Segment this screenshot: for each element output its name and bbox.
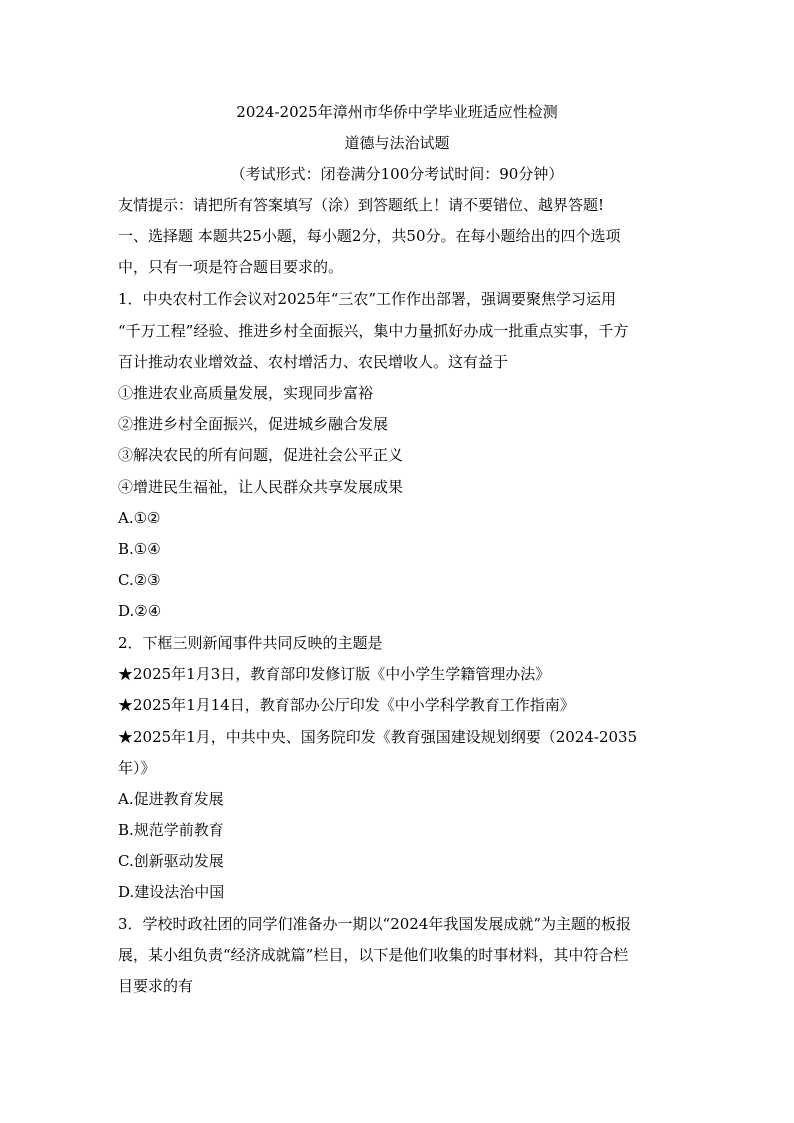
q2-news-item: ★2025年1月3日，教育部印发修订版《中小学生学籍管理办法》	[118, 665, 551, 683]
q1-statement: ①推进农业高质量发展，实现同步富裕	[118, 384, 374, 402]
q2-stem: 2．下框三则新闻事件共同反映的主题是	[118, 634, 383, 652]
q2-news-item: ★2025年1月，中共中央、国务院印发《教育强国建设规划纲要（2024-2035	[118, 728, 638, 746]
friendly-tip: 友情提示：请把所有答案填写（涂）到答题纸上！请不要错位、越界答题!	[118, 196, 605, 214]
exam-info: （考试形式：闭卷满分100分考试时间：90分钟）	[230, 165, 564, 183]
subject-title: 道德与法治试题	[344, 134, 450, 152]
section-heading-line2: 中，只有一项是符合题目要求的。	[118, 258, 344, 276]
q2-option-d: D.建设法治中国	[118, 883, 225, 901]
q1-option-a: A.①②	[118, 509, 161, 527]
q2-option-b: B.规范学前教育	[118, 821, 224, 839]
q2-option-a: A.促进教育发展	[118, 790, 224, 808]
q1-statement: ②推进乡村全面振兴，促进城乡融合发展	[118, 415, 389, 433]
q2-option-c: C.创新驱动发展	[118, 852, 224, 870]
exam-title: 2024-2025年漳州市华侨中学毕业班适应性检测	[236, 103, 558, 121]
q1-option-d: D.②④	[118, 602, 162, 620]
q1-option-b: B.①④	[118, 540, 161, 558]
q1-stem-line1: 1．中央农村工作会议对2025年“三农”工作作出部署，强调要聚焦学习运用	[118, 290, 617, 308]
q1-stem-line3: 百计推动农业增效益、农村增活力、农民增收人。这有益于	[118, 353, 509, 371]
q1-statement: ③解决农民的所有问题，促进社会公平正义	[118, 446, 404, 464]
q2-news-item: ★2025年1月14日，教育部办公厅印发《中小学科学教育工作指南》	[118, 696, 575, 714]
q1-stem-line2: “千万工程”经验、推进乡村全面振兴，集中力量抓好办成一批重点实事，千方	[118, 322, 629, 340]
q3-stem-line1: 3．学校时政社团的同学们准备办一期以“2024年我国发展成就”为主题的板报	[118, 915, 632, 933]
q3-stem-line3: 目要求的有	[118, 977, 194, 995]
q2-news-item: 年）》	[118, 759, 156, 777]
q1-statement: ④增进民生福祉，让人民群众共享发展成果	[118, 478, 404, 496]
q3-stem-line2: 展，某小组负责“经济成就篇”栏目，以下是他们收集的时事材料，其中符合栏	[118, 946, 629, 964]
q1-option-c: C.②③	[118, 571, 161, 589]
section-heading-line1: 一、选择题 本题共25小题，每小题2分，共50分。在每小题给出的四个选项	[118, 227, 621, 245]
